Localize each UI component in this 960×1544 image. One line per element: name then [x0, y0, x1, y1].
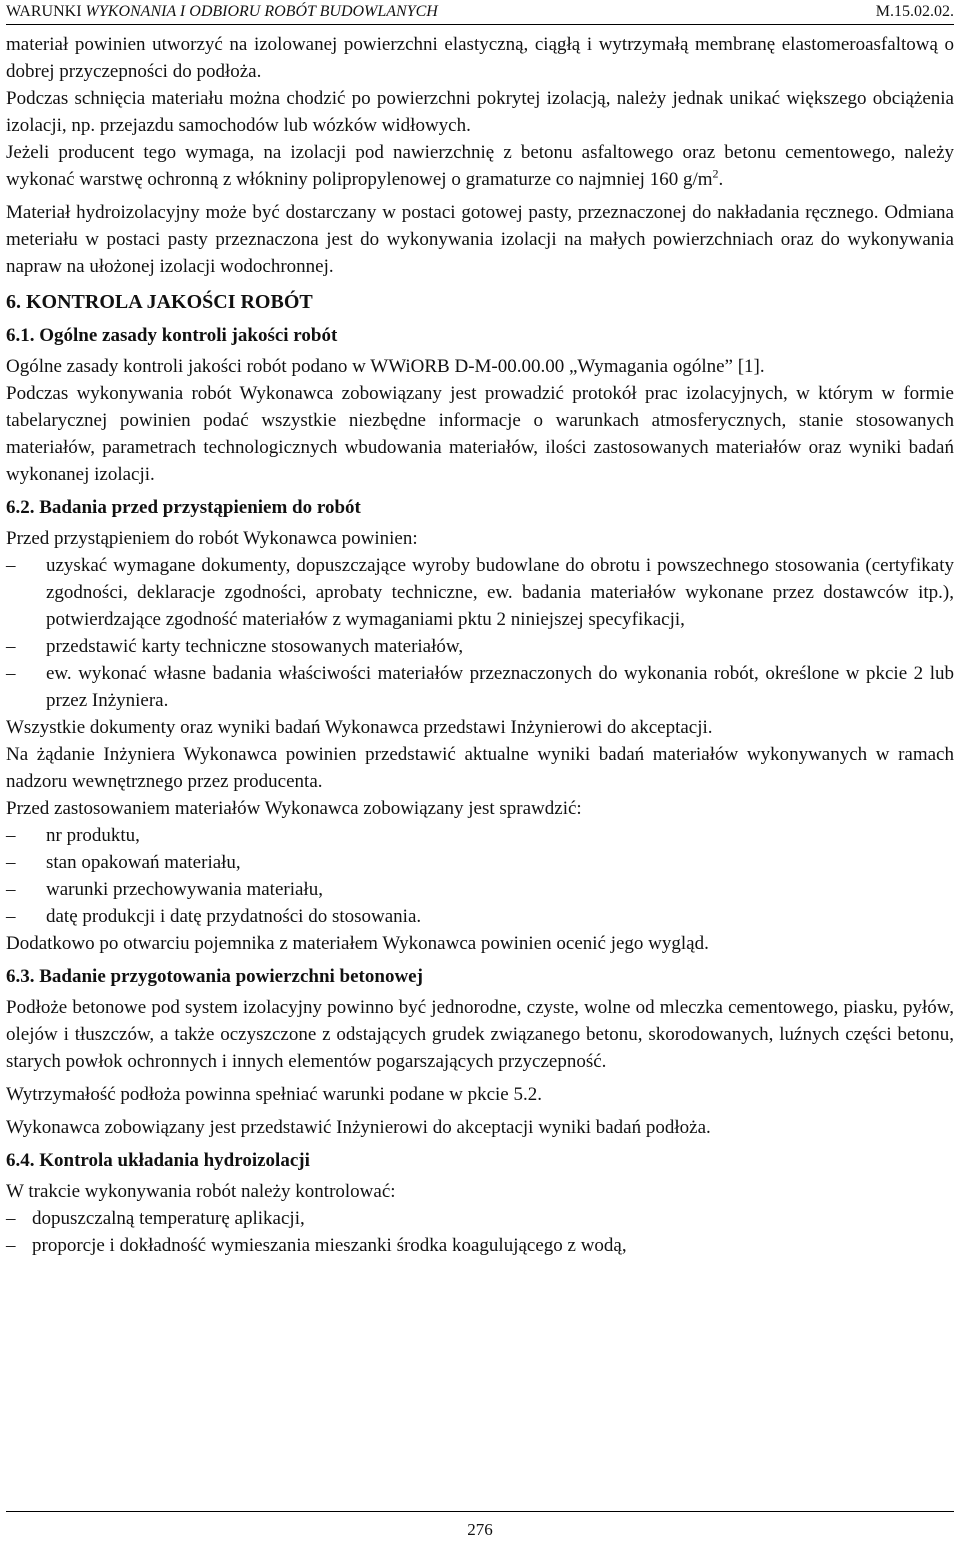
before-works-list: [6, 552, 954, 714]
header-title: [6, 0, 438, 24]
paragraph-drying: Podczas schnięcia materiału można chodzić po powierzchni pokrytej izolacją, należy jednak unikać większego obciążenia izolacji, np. przejazdu samochodów lub wózków widłowych.: [6, 88, 954, 136]
paragraph-base-results: Wykonawca zobowiązany jest przedstawić Inżynierowi do akceptacji wyniki badań podłoża.: [6, 1117, 711, 1138]
footer-divider: [6, 1511, 954, 1512]
header-spec-code: M.15.02.02.: [875, 3, 954, 20]
list-item: – nr produktu,: [6, 822, 954, 849]
section-6-3-title: 6.3. Badanie przygotowania powierzchni betonowej: [6, 966, 423, 987]
paragraph-concrete-base: Podłoże betonowe pod system izolacyjny powinno być jednorodne, czyste, wolne od mleczka cementowego, piasku, pyłów, olejów i tłuszczów, a także oczyszczone z odstających grudek związanego betonu, skorodowanych, luźnych części betonu, starych powłok ochronnych i innych elementów pogarszających przyczepność.: [6, 997, 954, 1072]
list-item: – uzyskać wymagane dokumenty, dopuszczające wyroby budowlane do obrotu i powszechnego stosowania (certyfikaty zgodności, deklaracje zgodności, aprobaty techniczne, ew. badania materiałów wykonane przez dostawców itp.), potwierdzające zgodność materiałów z wymaganiami pktu 2 niniejszej specyfikacji,: [6, 552, 954, 633]
list-item: – stan opakowań materiału,: [6, 849, 954, 876]
section-6-4-title: 6.4. Kontrola układania hydroizolacji: [6, 1150, 310, 1171]
dash-bullet: –: [6, 636, 16, 657]
page-header: [6, 0, 954, 25]
list-item: – datę produkcji i datę przydatności do stosowania.: [6, 903, 954, 930]
list-item: – proporcje i dokładność wymieszania mieszanki środka koagulującego z wodą,: [6, 1232, 954, 1259]
dash-bullet: –: [6, 852, 16, 873]
dash-bullet: –: [6, 1235, 16, 1256]
paragraph-general-rules: Ogólne zasady kontroli jakości robót podano w WWiORB D-M-00.00.00 „Wymagania ogólne” [1].: [6, 356, 765, 377]
paragraph-engineer-request: Na żądanie Inżyniera Wykonawca powinien przedstawić aktualne wyniki badań materiałów wykonywanych w ramach nadzoru wewnętrznego przez producenta.: [6, 744, 954, 792]
paragraph-protocol: Podczas wykonywania robót Wykonawca zobowiązany jest prowadzić protokół prac izolacyjnych, w którym w formie tabelarycznej powinien podać wszystkie niezbędne informacje o warunkach atmosferycznych, stanie stosowanych materiałów, parametrach technologicznych wbudowania materiałów, ilości zastosowanych materiałów oraz wyniki badań wykonanej izolacji.: [6, 383, 954, 485]
paragraph-paste-form: Materiał hydroizolacyjny może być dostarczany w postaci gotowej pasty, przeznaczonej do nakładania ręcznego. Odmiana meteriału w postaci pasty przeznaczona jest do wykonywania izolacji na małych powierzchniach oraz do wykonywania napraw na ułożonej izolacji wodochronnej.: [6, 202, 954, 277]
superscript-unit: 2: [712, 166, 719, 181]
control-list: [6, 1205, 954, 1259]
list-item: – dopuszczalną temperaturę aplikacji,: [6, 1205, 954, 1232]
paragraph-control-intro: W trakcie wykonywania robót należy kontrolować:: [6, 1181, 396, 1202]
dash-bullet: –: [6, 663, 16, 684]
dash-bullet: –: [6, 906, 16, 927]
dash-bullet: –: [6, 825, 16, 846]
paragraph-membrane: materiał powinien utworzyć na izolowanej powierzchni elastyczną, ciągłą i wytrzymałą membranę elastomeroasfaltową o dobrej przyczepności do podłoża.: [6, 34, 954, 82]
list-item: – ew. wykonać własne badania właściwości materiałów przeznaczonych do wykonania robót, określone w pkcie 2 lub przez Inżyniera.: [6, 660, 954, 714]
paragraph-check-intro: Przed zastosowaniem materiałów Wykonawca zobowiązany jest sprawdzić:: [6, 798, 582, 819]
paragraph-container-check: Dodatkowo po otwarciu pojemnika z materiałem Wykonawca powinien ocenić jego wygląd.: [6, 933, 709, 954]
header-title-prefix: WARUNKI: [6, 3, 86, 20]
list-item: – warunki przechowywania materiału,: [6, 876, 954, 903]
header-title-italic: WYKONANIA I ODBIORU ROBÓT BUDOWLANYCH: [85, 3, 438, 20]
protective-layer-text: Jeżeli producent tego wymaga, na izolacji pod nawierzchnię z betonu asfaltowego oraz betonu cementowego, należy wykonać warstwę ochronną z włókniny polipropylenowej o gramaturze co najmniej 160 g/m: [6, 142, 954, 190]
dash-bullet: –: [6, 555, 16, 576]
list-item: – przedstawić karty techniczne stosowanych materiałów,: [6, 633, 954, 660]
document-body: [6, 31, 954, 1259]
page-number: 276: [467, 1520, 493, 1539]
paragraph-base-strength: Wytrzymałość podłoża powinna spełniać warunki podane w pkcie 5.2.: [6, 1084, 542, 1105]
dash-bullet: –: [6, 879, 16, 900]
check-list: [6, 822, 954, 930]
dash-bullet: –: [6, 1208, 16, 1229]
paragraph-before-works-intro: Przed przystąpieniem do robót Wykonawca powinien:: [6, 528, 418, 549]
section-6-title: 6. KONTROLA JAKOŚCI ROBÓT: [6, 291, 313, 313]
protective-layer-end: .: [718, 169, 724, 190]
paragraph-protective-layer: [6, 139, 954, 193]
paragraph-documents: Wszystkie dokumenty oraz wyniki badań Wykonawca przedstawi Inżynierowi do akceptacji.: [6, 717, 713, 738]
section-6-2-title: 6.2. Badania przed przystąpieniem do robót: [6, 497, 361, 518]
section-6-1-title: 6.1. Ogólne zasady kontroli jakości robót: [6, 325, 338, 346]
